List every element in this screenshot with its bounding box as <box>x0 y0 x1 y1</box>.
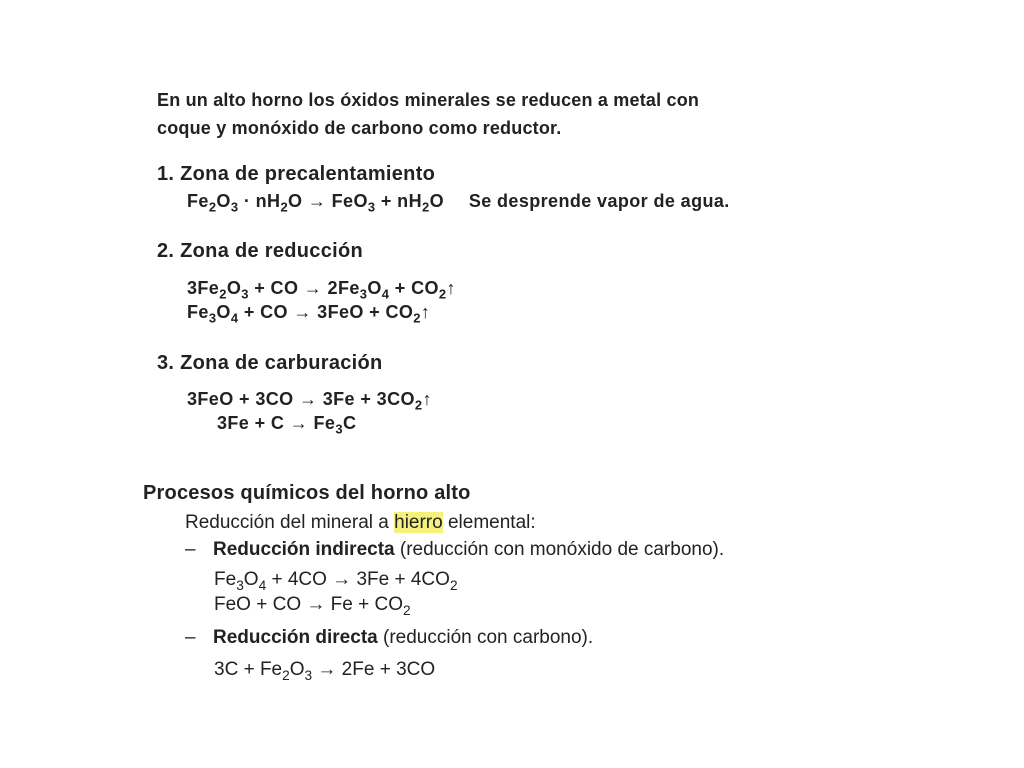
indirecta-equation-1: $Fe_3O_4 + 4CO \to 3Fe + 4CO_2$ <box>214 569 458 593</box>
zone-2-number: 2. <box>157 240 175 262</box>
reduccion-directa-line <box>185 627 593 649</box>
reduccion-indirecta-label: Reducción indirecta <box>213 539 395 560</box>
dash-bullet: – <box>185 627 196 648</box>
zone-2-equation-1: $3Fe_2O_3$ + CO → $2Fe_3O_4$ + $CO_2↑$ <box>187 278 456 302</box>
zone-1-note: Se desprende vapor de agua. <box>468 191 730 211</box>
zone-3-title: Zona de carburación <box>180 352 383 374</box>
zone-1-title: Zona de precalentamiento <box>180 163 436 185</box>
zone-3-heading <box>157 352 383 375</box>
zone-3-equation-2: $3Fe + C \to Fe_3C$ <box>217 413 357 437</box>
reduccion-directa-desc: (reducción con carbono). <box>377 627 594 648</box>
intro-line-1: En un alto horno los óxidos minerales se reducen a metal con <box>157 90 700 110</box>
zone-1-heading <box>157 163 435 186</box>
reduccion-directa-label: Reducción directa <box>213 627 378 648</box>
indirecta-equation-2: FeO + CO → $Fe + CO_2$ <box>214 594 411 618</box>
directa-equation-1: $3C + Fe_2O_3 \to 2Fe + 3CO$ <box>214 659 436 683</box>
zone-2-title: Zona de reducción <box>180 240 364 262</box>
equation: $Fe_2O_3 \cdot nH_2O \to FeO_3 + nH_2O$ <box>187 191 444 215</box>
highlighted-word: hierro <box>394 512 443 533</box>
reduccion-indirecta-desc: (reducción con monóxido de carbono). <box>394 539 725 560</box>
zone-3-equation-1: $3FeO + 3CO \to 3Fe + 3CO_2↑$ <box>187 389 432 413</box>
dash-bullet: – <box>185 539 196 560</box>
procesos-intro-before: Reducción del mineral a <box>185 512 395 533</box>
procesos-intro-after: elemental: <box>442 512 536 533</box>
procesos-title: Procesos químicos del horno alto <box>143 482 471 504</box>
intro-line-2: coque y monóxido de carbono como reductor. <box>157 118 562 138</box>
zone-1-equation <box>187 191 730 215</box>
zone-3-number: 3. <box>157 352 175 374</box>
procesos-intro <box>185 512 536 534</box>
reduccion-indirecta-line <box>185 539 724 561</box>
zone-2-heading <box>157 240 363 263</box>
zone-2-equation-2: $Fe_3O_4$ + CO → $3FeO + CO_2↑$ <box>187 302 431 326</box>
zone-1-number: 1. <box>157 163 175 185</box>
